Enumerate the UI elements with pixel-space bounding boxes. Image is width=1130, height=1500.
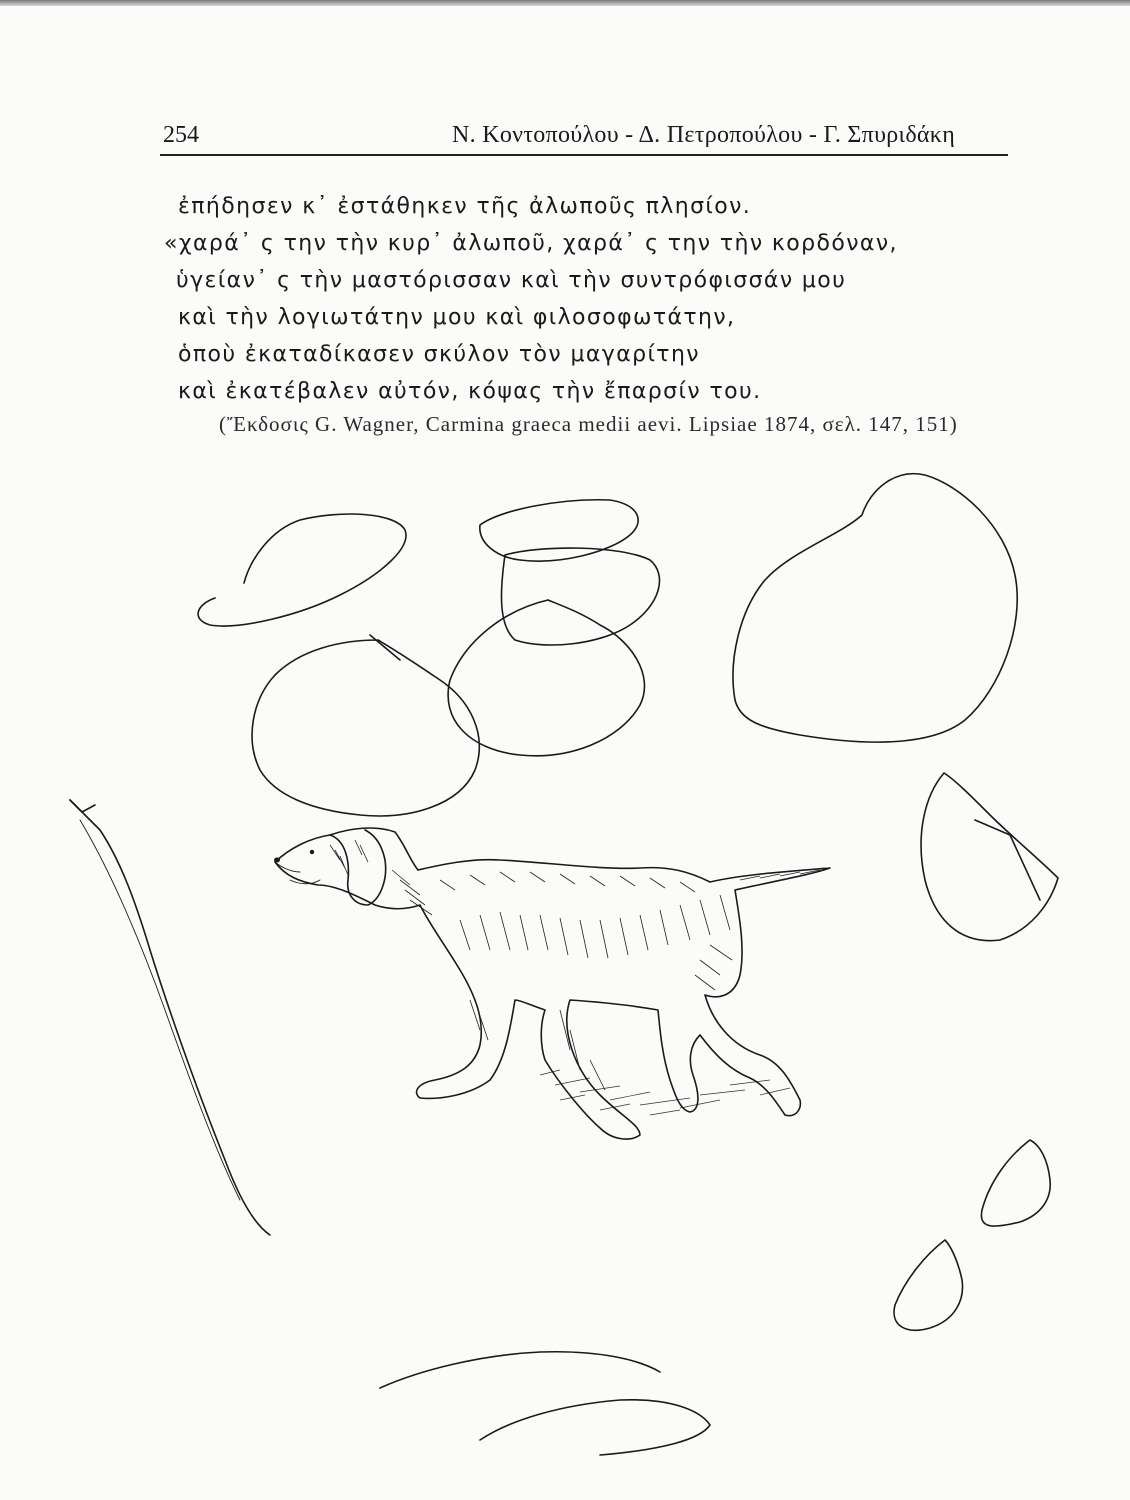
scribble-loop xyxy=(198,514,406,626)
scribble-long xyxy=(80,820,240,1200)
dog-nose xyxy=(274,858,280,863)
poem-line: «χαρά᾽ ς την τὴν κυρ᾽ ἀλωποῦ, χαρά᾽ ς την τὴν κορδόναν, xyxy=(164,231,898,256)
source-citation: (Ἔκδοσις G. Wagner, Carmina graeca medii aevi. Lipsiae 1874, σελ. 147, 151) xyxy=(219,412,958,436)
scribble-tick xyxy=(370,635,400,660)
scribble-tick xyxy=(70,800,95,812)
poem-line: καὶ ἐκατέβαλεν αὐτόν, κόψας τὴν ἔπαρσίν του. xyxy=(178,379,762,404)
scribble-arc xyxy=(380,1352,660,1388)
scribble-arc xyxy=(480,1400,710,1455)
dog-ear xyxy=(330,830,386,905)
scribble-loop xyxy=(252,640,479,816)
pen-scribbles xyxy=(70,474,1058,1455)
scribble-loop xyxy=(733,474,1017,742)
scribble-loop xyxy=(501,548,659,645)
dog-body xyxy=(275,828,830,1139)
dog-illustration xyxy=(274,828,830,1139)
scribble-loop xyxy=(480,500,638,561)
poem-line: ὑγείαν᾽ ς τὴν μαστόρισσαν καὶ τὴν συντρόφισσάν μου xyxy=(176,268,847,293)
poem-line: ἐπήδησεν κ᾽ ἐστάθηκεν τῆς ἀλωποῦς πλησίον. xyxy=(178,194,752,219)
dog-eye xyxy=(310,850,314,854)
scribble-loop xyxy=(921,773,1058,941)
page-number: 254 xyxy=(163,122,199,148)
running-head: Ν. Κοντοπούλου - Δ. Πετροπούλου - Γ. Σπυριδάκη xyxy=(452,122,956,148)
dog-muzzle xyxy=(275,862,320,884)
poem-line: ὁποὺ ἐκαταδίκασεν σκύλον τὸν μαγαρίτην xyxy=(178,342,700,367)
poem-line: καὶ τὴν λογιωτάτην μου καὶ φιλοσοφωτάτην, xyxy=(178,305,736,330)
fur-hatching xyxy=(330,840,820,1090)
scribble-loop xyxy=(981,1140,1050,1226)
scribble-loop xyxy=(894,1240,962,1330)
ground-shadow xyxy=(540,1070,790,1115)
scribble-long xyxy=(70,800,270,1235)
